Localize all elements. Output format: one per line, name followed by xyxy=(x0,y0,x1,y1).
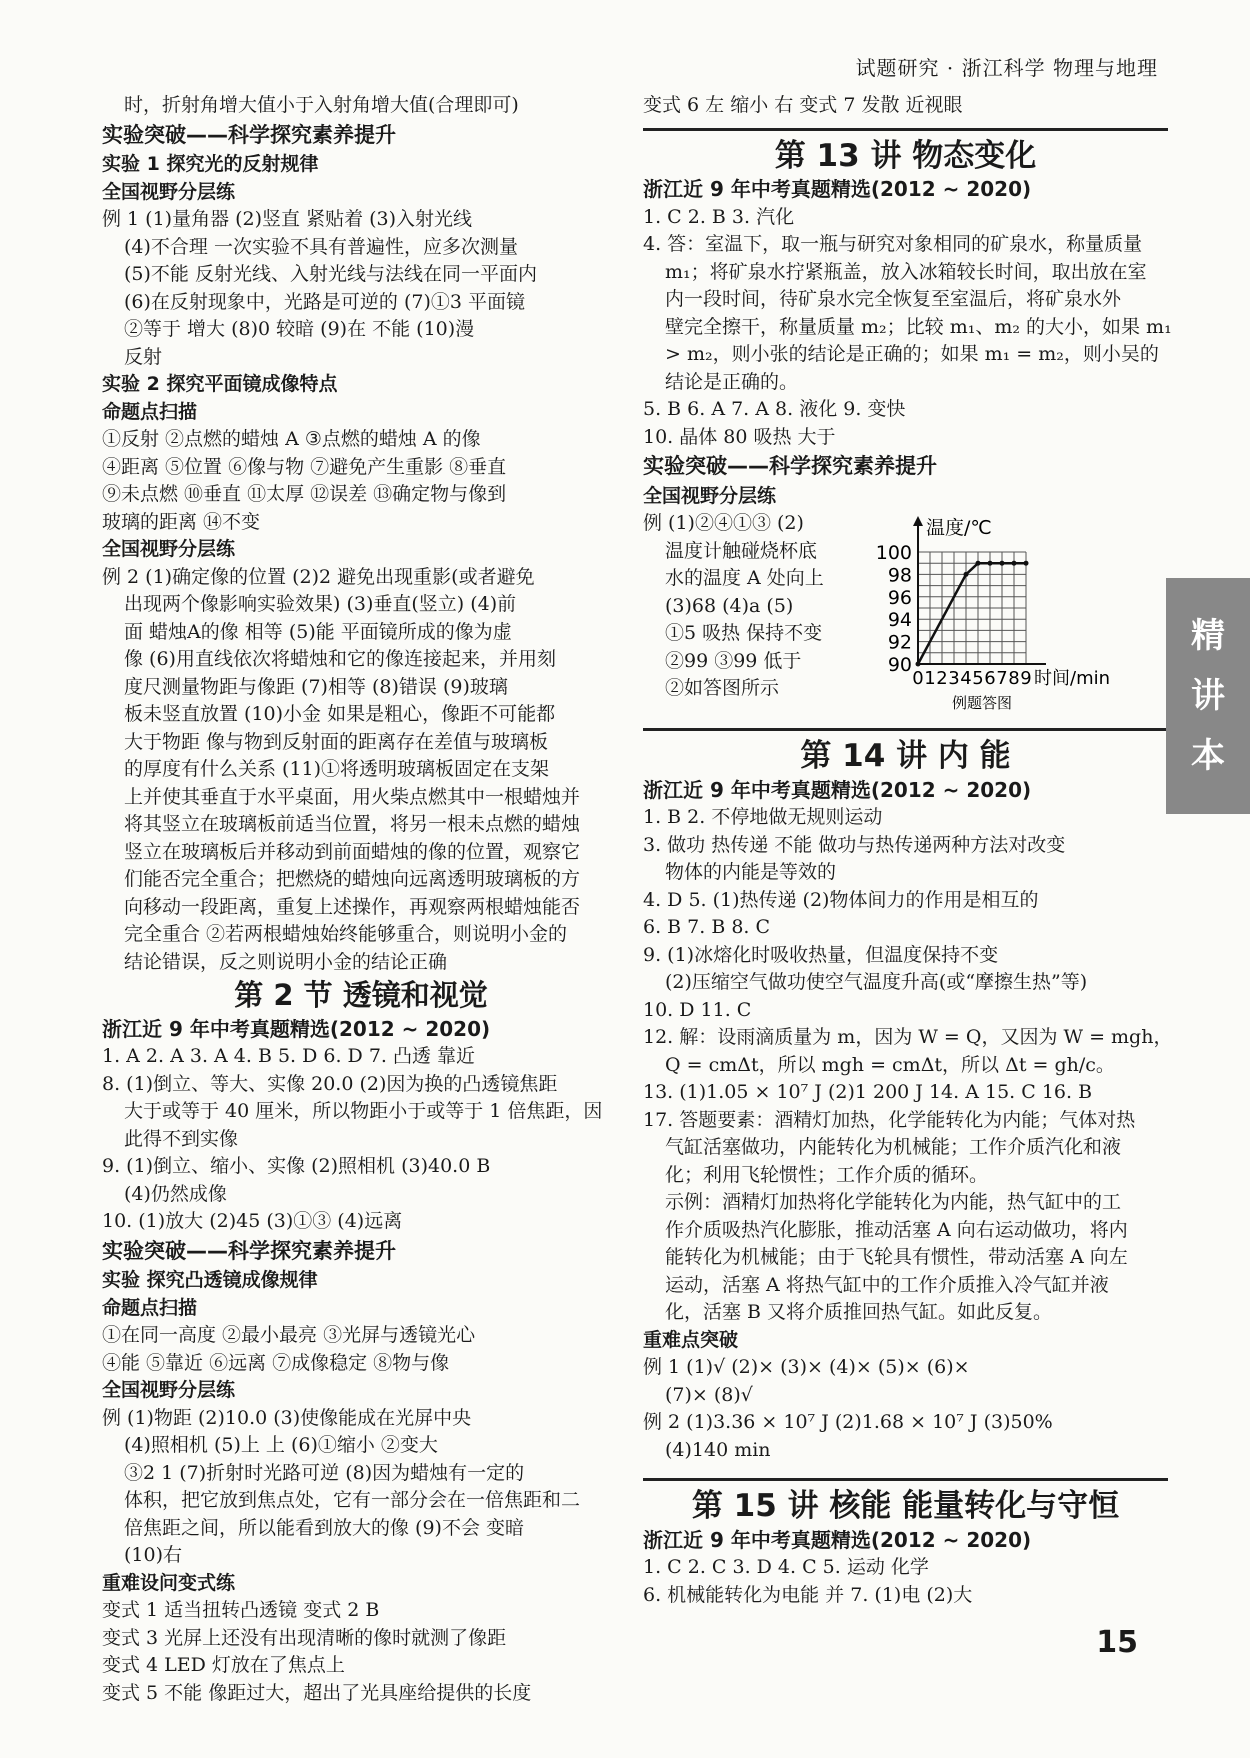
side-tab xyxy=(1166,578,1250,814)
answer-line: 1. C 2. C 3. D 4. C 5. 运动 化学 xyxy=(643,1556,929,1578)
answer-line: ②如答图所示 xyxy=(665,677,780,699)
answer-line: 作介质吸热汽化膨胀，推动活塞 A 向右运动做功，将内 xyxy=(665,1218,1128,1241)
answer-line: 完全重合 ②若两根蜡烛始终能够重合，则说明小金的 xyxy=(124,923,568,945)
lecture-13-experiment-subtitle: 全国视野分层练 xyxy=(643,484,777,507)
answer-line: 结论错误，反之则说明小金的结论正确 xyxy=(124,950,448,973)
answer-line: 物体的内能是等效的 xyxy=(665,861,837,883)
answer-line: > m₂，则小张的结论是正确的；如果 m₁ = m₂，则小吴的 xyxy=(665,343,1159,365)
lecture-13-title: 第 13 讲 物态变化 xyxy=(774,137,1037,174)
x-tick-label: 4 xyxy=(960,668,972,689)
x-tick-label: 0 xyxy=(912,668,924,689)
answer-line: 实验 1 探究光的反射规律 xyxy=(102,153,319,175)
side-tab-char: 讲 xyxy=(1191,676,1225,716)
divider xyxy=(643,128,1168,131)
answer-line: 示例：酒精灯加热将化学能转化为内能，热气缸中的工 xyxy=(665,1191,1122,1213)
answer-line: 变式 3 光屏上还没有出现清晰的像时就测了像距 xyxy=(102,1626,507,1649)
answer-line: 气缸活塞做功，内能转化为机械能；工作介质汽化和液 xyxy=(665,1136,1122,1158)
answer-line: 壁完全擦干，称量质量 m₂；比较 m₁、m₂ 的大小，如果 m₁ xyxy=(665,315,1172,338)
lecture-15-subtitle: 浙江近 9 年中考真题精选(2012 ~ 2020) xyxy=(643,1527,1032,1552)
answer-line: (3)68 (4)a (5) xyxy=(665,594,794,617)
x-tick-label: 8 xyxy=(1008,668,1020,689)
answer-line: ①反射 ②点燃的蜡烛 A ③点燃的蜡烛 A 的像 xyxy=(102,428,481,450)
answer-line: 1. B 2. 不停地做无规则运动 xyxy=(643,806,883,828)
section-heading: 实验突破——科学探究素养提升 xyxy=(102,1238,396,1263)
answer-line: (4)照相机 (5)上 上 (6)①缩小 ②变大 xyxy=(124,1434,438,1456)
answer-line: 1. A 2. A 3. A 4. B 5. D 6. D 7. 凸透 靠近 xyxy=(102,1045,476,1067)
answer-line: 10. 晶体 80 吸热 大于 xyxy=(643,425,836,448)
answer-line: 面 蜡烛A的像 相等 (5)能 平面镜所成的像为虚 xyxy=(124,620,512,643)
variant-answers: 变式 6 左 缩小 右 变式 7 发散 近视眼 xyxy=(643,94,963,116)
divider xyxy=(643,1478,1168,1481)
y-axis-arrow xyxy=(913,516,923,526)
answer-line: 们能否完全重合；把燃烧的蜡烛向远离透明玻璃板的方 xyxy=(124,868,581,890)
answer-line: ⑨未点燃 ⑩垂直 ⑪太厚 ⑫误差 ⑬确定物与像到 xyxy=(102,483,507,505)
x-axis-label: 时间/min xyxy=(1034,668,1111,689)
hard-points-title: 重难点突破 xyxy=(643,1328,739,1351)
data-point xyxy=(964,572,969,577)
answer-line: 9. (1)冰熔化时吸收热量，但温度保持不变 xyxy=(643,943,999,966)
answer-line: 6. B 7. B 8. C xyxy=(643,916,771,938)
answer-line: (5)不能 反射光线、入射光线与法线在同一平面内 xyxy=(124,263,537,285)
answer-line: 实验 探究凸透镜成像规律 xyxy=(102,1269,318,1291)
answer-line: 板未竖直放置 (10)小金 如果是粗心，像距不可能都 xyxy=(124,703,556,725)
lecture-15-title: 第 15 讲 核能 能量转化与守恒 xyxy=(691,1488,1120,1524)
answer-line: 此得不到实像 xyxy=(124,1127,239,1150)
answer-line: 例 1 (1)量角器 (2)竖直 紧贴着 (3)入射光线 xyxy=(102,208,473,230)
answer-line: 大于物距 像与物到反射面的距离存在差值与玻璃板 xyxy=(124,730,549,753)
answer-line: 将其竖立在玻璃板前适当位置，将另一根未点燃的蜡烛 xyxy=(124,813,581,835)
answer-line: 例 2 (1)3.36 × 10⁷ J (2)1.68 × 10⁷ J (3)50% xyxy=(643,1411,1053,1433)
answer-line: 能转化为机械能；由于飞轮具有惯性，带动活塞 A 向左 xyxy=(665,1246,1128,1268)
answer-line: 反射 xyxy=(124,345,163,368)
answer-line: 13. (1)1.05 × 10⁷ J (2)1 200 J 14. A 15. C 16. B xyxy=(643,1081,1093,1103)
answer-line: 命题点扫描 xyxy=(102,400,198,423)
lecture-14-subtitle: 浙江近 9 年中考真题精选(2012 ~ 2020) xyxy=(643,777,1032,802)
answer-line: 出现两个像影响实验效果) (3)垂直(竖立) (4)前 xyxy=(124,593,517,615)
example-text xyxy=(643,510,873,703)
answer-line: 结论是正确的。 xyxy=(665,370,799,393)
left-column xyxy=(102,92,620,1707)
answer-line: 例 (1)②④①③ (2) xyxy=(643,512,804,534)
data-point xyxy=(1000,561,1005,566)
x-tick-label: 5 xyxy=(972,668,984,689)
answer-line: Q = cmΔt，所以 mgh = cmΔt，所以 Δt = gh/c。 xyxy=(665,1053,1115,1076)
answer-line: 度尺测量物距与像距 (7)相等 (8)错误 (9)玻璃 xyxy=(124,675,508,698)
answer-line: 12. 解：设雨滴质量为 m，因为 W = Q，又因为 W = mgh， xyxy=(643,1026,1173,1048)
answer-line: (4)仍然成像 xyxy=(124,1182,227,1205)
answer-line: (2)压缩空气做功使空气温度升高(或“摩擦生热”等) xyxy=(665,971,1088,993)
answer-line: 温度计触碰烧杯底 xyxy=(665,539,818,562)
answer-line: 化；利用飞轮惯性；工作介质的循环。 xyxy=(665,1163,989,1186)
divider xyxy=(643,728,1168,731)
y-tick-label: 98 xyxy=(887,564,912,587)
x-tick-label: 6 xyxy=(984,668,996,689)
lecture-13-experiment-title: 实验突破——科学探究素养提升 xyxy=(643,454,937,478)
answer-line: ③2 1 (7)折射时光路可逆 (8)因为蜡烛有一定的 xyxy=(124,1461,525,1484)
answer-line: 3. 做功 热传递 不能 做功与热传递两种方法对改变 xyxy=(643,833,1066,856)
answer-line: 9. (1)倒立、缩小、实像 (2)照相机 (3)40.0 B xyxy=(102,1155,491,1177)
y-tick-label: 96 xyxy=(887,586,912,609)
section-heading: 实验突破——科学探究素养提升 xyxy=(102,122,396,147)
right-column xyxy=(643,92,1173,1609)
x-tick-label: 1 xyxy=(924,668,936,689)
answer-line: 竖立在玻璃板后并移动到前面蜡烛的像的位置，观察它 xyxy=(124,840,581,863)
data-point xyxy=(988,561,993,566)
answer-line: 4. 答：室温下，取一瓶与研究对象相同的矿泉水，称量质量 xyxy=(643,233,1143,255)
answer-line: (6)在反射现象中，光路是可逆的 (7)①3 平面镜 xyxy=(124,290,525,313)
answer-line: 6. 机械能转化为电能 并 7. (1)电 (2)大 xyxy=(643,1583,973,1606)
answer-line: ②99 ③99 低于 xyxy=(665,649,802,672)
answer-line: m₁；将矿泉水拧紧瓶盖，放入冰箱较长时间，取出放在室 xyxy=(665,260,1147,283)
answer-line: 向移动一段距离，重复上述操作，再观察两根蜡烛能否 xyxy=(124,895,581,918)
y-tick-label: 100 xyxy=(875,542,912,564)
answer-line: 5. B 6. A 7. A 8. 液化 9. 变快 xyxy=(643,398,906,420)
side-tab-char: 本 xyxy=(1191,736,1225,776)
page-header: 试题研究 · 浙江科学 物理与地理 xyxy=(855,56,1158,80)
answer-line: 运动，活塞 A 将热气缸中的工作介质推入冷气缸并液 xyxy=(665,1273,1109,1296)
answer-line: ①5 吸热 保持不变 xyxy=(665,622,823,644)
answer-line: 浙江近 9 年中考真题精选(2012 ~ 2020) xyxy=(102,1016,491,1041)
section-title: 第 2 节 透镜和视觉 xyxy=(234,978,488,1012)
answer-line: 10. (1)放大 (2)45 (3)①③ (4)远离 xyxy=(102,1210,403,1232)
data-point xyxy=(1024,561,1029,566)
answer-line: 命题点扫描 xyxy=(102,1296,198,1319)
answer-line: 体积，把它放到焦点处，它有一部分会在一倍焦距和二 xyxy=(124,1489,581,1511)
answer-line: (4)140 min xyxy=(665,1438,771,1461)
answer-line: 变式 5 不能 像距过大，超出了光具座给提供的长度 xyxy=(102,1681,532,1704)
y-axis-label: 温度/℃ xyxy=(926,517,992,539)
page-number: 15 xyxy=(1096,1625,1138,1660)
answer-line: 时，折射角增大值小于入射角增大值(合理即可) xyxy=(124,94,519,116)
x-tick-label: 3 xyxy=(948,668,960,689)
data-point xyxy=(976,561,981,566)
answer-line: 全国视野分层练 xyxy=(102,538,236,560)
answer-line: 例 1 (1)√ (2)× (3)× (4)× (5)× (6)× xyxy=(643,1356,970,1378)
answer-line: ④能 ⑤靠近 ⑥远离 ⑦成像稳定 ⑧物与像 xyxy=(102,1351,450,1374)
example-block xyxy=(643,510,1168,720)
lecture-14-title: 第 14 讲 内 能 xyxy=(800,738,1011,774)
answer-line: 的厚度有什么关系 (11)①将透明玻璃板固定在支架 xyxy=(124,758,550,780)
answer-line: (10)右 xyxy=(124,1544,183,1566)
answer-line: 8. (1)倒立、等大、实像 20.0 (2)因为换的凸透镜焦距 xyxy=(102,1072,558,1095)
lecture-13-subtitle: 浙江近 9 年中考真题精选(2012 ~ 2020) xyxy=(643,177,1032,201)
data-point xyxy=(1012,561,1017,566)
chart-caption: 例题答图 xyxy=(951,694,1013,712)
lecture-14-answers xyxy=(643,804,1173,1327)
answer-line: (7)× (8)√ xyxy=(665,1383,753,1406)
answer-line: ②等于 增大 (8)0 较暗 (9)在 不能 (10)漫 xyxy=(124,318,475,340)
answer-line: 水的温度 A 处向上 xyxy=(665,567,824,589)
answer-line: 变式 1 适当扭转凸透镜 变式 2 B xyxy=(102,1599,380,1621)
x-tick-label: 2 xyxy=(936,668,948,689)
y-tick-label: 94 xyxy=(887,609,912,632)
hard-points-answers xyxy=(643,1354,1168,1464)
answer-line: 像 (6)用直线依次将蜡烛和它的像连接起来，并用刻 xyxy=(124,648,556,670)
answer-line: 全国视野分层练 xyxy=(102,180,236,203)
x-tick-label: 7 xyxy=(996,668,1008,689)
y-tick-label: 90 xyxy=(887,654,912,676)
answer-line: 全国视野分层练 xyxy=(102,1379,236,1401)
answer-line: 10. D 11. C xyxy=(643,998,752,1021)
answer-line: 内一段时间，待矿泉水完全恢复至室温后，将矿泉水外 xyxy=(665,288,1122,310)
answer-line: 玻璃的距离 ⑭不变 xyxy=(102,510,261,533)
answer-line: 例 (1)物距 (2)10.0 (3)使像能成在光屏中央 xyxy=(102,1406,472,1429)
x-tick-label: 9 xyxy=(1020,668,1032,689)
answer-line: 上并使其垂直于水平桌面，用火柴点燃其中一根蜡烛并 xyxy=(124,785,581,808)
lecture-13-answers xyxy=(643,204,1172,452)
answer-line: 17. 答题要素：酒精灯加热，化学能转化为内能；气体对热 xyxy=(643,1108,1136,1131)
lecture-15-answers xyxy=(643,1554,1168,1609)
answer-line: 4. D 5. (1)热传递 (2)物体间力的作用是相互的 xyxy=(643,888,1039,911)
answer-line: 实验 2 探究平面镜成像特点 xyxy=(102,373,338,395)
side-tab-char: 精 xyxy=(1191,616,1225,656)
answer-line: ④距离 ⑤位置 ⑥像与物 ⑦避免产生重影 ⑧垂直 xyxy=(102,455,507,478)
answer-line: 倍焦距之间，所以能看到放大的像 (9)不会 变暗 xyxy=(124,1516,524,1539)
temperature-chart xyxy=(868,504,1168,714)
answer-line: 大于或等于 40 厘米，所以物距小于或等于 1 倍焦距，因 xyxy=(124,1100,603,1122)
answer-line: 变式 4 LED 灯放在了焦点上 xyxy=(102,1654,345,1676)
answer-line: ①在同一高度 ②最小最亮 ③光屏与透镜光心 xyxy=(102,1324,476,1346)
answer-line: 1. C 2. B 3. 汽化 xyxy=(643,205,795,228)
answer-line: 重难设问变式练 xyxy=(102,1571,236,1594)
answer-line: 例 2 (1)确定像的位置 (2)2 避免出现重影(或者避免 xyxy=(102,565,535,588)
data-point xyxy=(916,662,921,667)
answer-line: (4)不合理 一次实验不具有普遍性，应多次测量 xyxy=(124,235,518,258)
answer-line: 化，活塞 B 又将介质推回热气缸。如此反复。 xyxy=(665,1301,1053,1323)
series-line xyxy=(918,563,1026,664)
y-tick-label: 92 xyxy=(887,631,912,654)
